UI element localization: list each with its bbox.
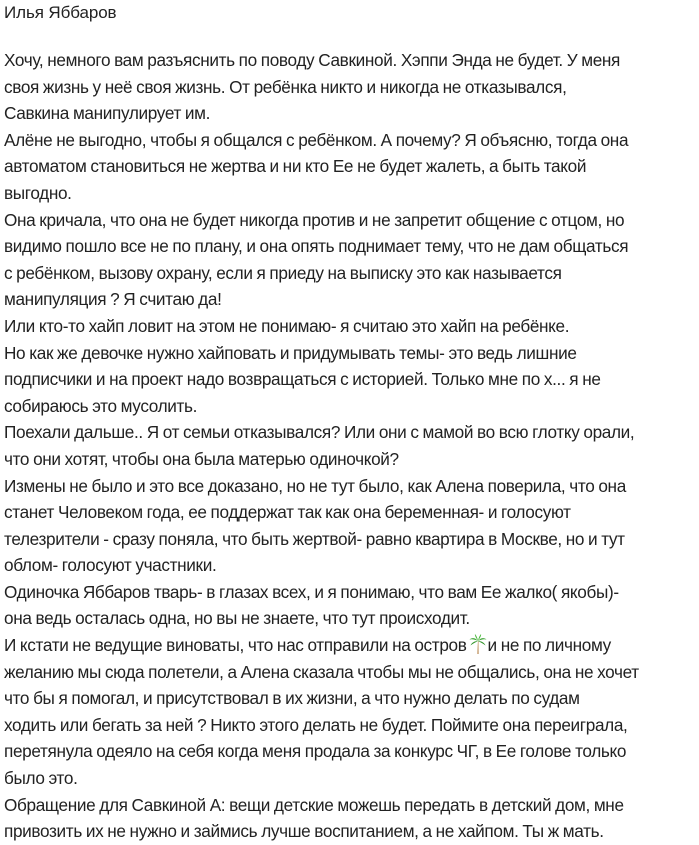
text-line: Или кто-то хайп ловит на этом не понимаю- я считаю это хайп на ребёнке. [4, 315, 570, 336]
text-line: с ребёнком, вызову охрану, если я приеду на выписку это как называется [4, 262, 562, 283]
text-line: Она кричала, что она не будет никогда против и не запретит общение с отцом, но [4, 209, 625, 230]
text-line: своя жизнь у неё своя жизнь. От ребёнка никто и никогда не отказывался, [4, 76, 567, 97]
paragraph [4, 419, 699, 472]
text-line-with-emoji [4, 632, 699, 659]
paragraph [4, 632, 699, 792]
post-body [4, 47, 699, 845]
text-line: Поехали дальше.. Я от семьи отказывался? Или они с мамой во всю глотку орали, [4, 422, 635, 443]
text-line: телезрители - сразу поняла, что быть жертвой- равно квартира в Москве, но и тут [4, 528, 625, 549]
paragraph [4, 579, 699, 632]
text-line: облом- голосуют участники. [4, 555, 217, 576]
paragraph [4, 207, 699, 313]
text-line: автоматом становиться не жертва и ни кто Ее не будет жалеть, а быть такой [4, 156, 587, 177]
text-line: Савкина манипулирует им. [4, 103, 211, 124]
text-line: манипуляция ? Я считаю да! [4, 289, 222, 310]
text-line: Но как же девочке нужно хайповать и придумывать темы- это ведь лишние [4, 342, 577, 363]
post-author: Илья Яббаров [4, 3, 117, 22]
text-line: было это. [4, 768, 78, 789]
paragraph [4, 127, 699, 207]
text-line: подписчики и на проект надо возвращаться с историей. Только мне по х... я не [4, 369, 601, 390]
paragraph [4, 313, 699, 340]
text-line: Измены не было и это все доказано, но не тут было, как Алена поверила, что она [4, 475, 626, 496]
text-line: что бы я помогал, и присутствовал в их жизни, а что нужно делать по судам [4, 688, 580, 709]
paragraph [4, 340, 699, 420]
text-line: Хочу, немного вам разъяснить по поводу Савкиной. Хэппи Энда не будет. У меня [4, 50, 621, 70]
text-segment: И кстати не ведущие виноваты, что нас отправили на остров [4, 635, 467, 656]
text-line: привозить их не нужно и займись лучше воспитанием, а не хайпом. Ты ж мать. [4, 821, 604, 842]
paragraph [4, 792, 699, 845]
text-segment: и не по личному [487, 635, 611, 656]
text-line: Алёне не выгодно, чтобы я общался с ребёнком. А почему? Я объясню, тогда она [4, 129, 629, 150]
paragraph [4, 47, 699, 127]
palm-tree-icon [469, 634, 487, 654]
text-line: видимо пошло все не по плану, и она опять поднимает тему, что не дам общаться [4, 236, 629, 257]
text-line: Обращение для Савкиной А: вещи детские можешь передать в детский дом, мне [4, 794, 624, 815]
text-line: станет Человеком года, ее поддержат так как она беременная- и голосуют [4, 502, 571, 523]
paragraph [4, 473, 699, 579]
text-line: выгодно. [4, 182, 72, 203]
text-line: она ведь осталась одна, но вы не знаете, что тут происходит. [4, 608, 470, 629]
text-line: что они хотят, чтобы она была матерью одиночкой? [4, 448, 399, 469]
text-line: перетянула одеяло на себя когда меня продала за конкурс ЧГ, в Ее голове только [4, 741, 627, 762]
text-line: собираюсь это мусолить. [4, 395, 198, 416]
text-line: ходить или бегать за ней ? Никто этого делать не будет. Поймите она переиграла, [4, 714, 628, 735]
text-line: желанию мы сюда полетели, а Алена сказала чтобы мы не общались, она не хочет [4, 661, 639, 682]
text-line: Одиночка Яббаров тварь- в глазах всех, и я понимаю, что вам Ее жалко( якобы)- [4, 581, 619, 602]
